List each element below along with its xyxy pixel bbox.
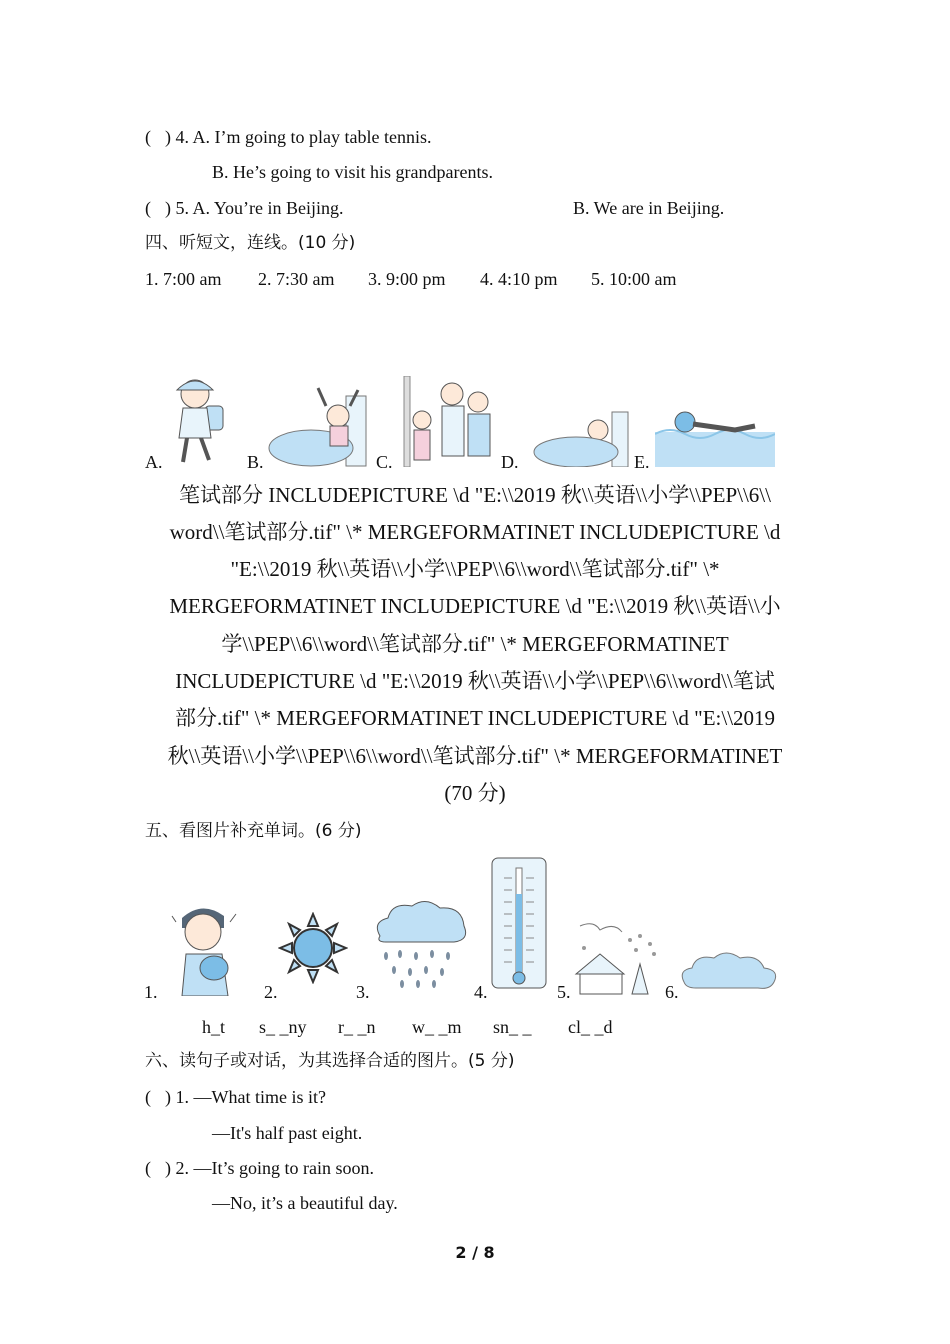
boy-sleeping-illustration: [530, 408, 630, 467]
written-score: (70 分): [444, 781, 506, 805]
s6-q1-text: 1. —What time is it?: [175, 1087, 326, 1107]
section5-title: 五、看图片补充单词。(6 分): [145, 821, 362, 841]
q4-option-b: B. He’s going to visit his grandparents.: [212, 162, 493, 182]
time-1: 1. 7:00 am: [145, 269, 222, 289]
word-blank-4: w_ _m: [412, 1017, 462, 1037]
s6-q2-reply: —No, it’s a beautiful day.: [212, 1193, 398, 1213]
word-blank-6: cl_ _d: [568, 1017, 613, 1037]
s5-label-4: 4.: [474, 982, 488, 1002]
q5-option-b: B. We are in Beijing.: [573, 198, 725, 218]
written-line-5: 学\\PEP\\6\\word\\笔试部分.tif" \* MERGEFORMATINET: [221, 632, 729, 656]
boy-swimming-illustration: [655, 404, 775, 467]
q4-line: ( ) 4. A. I’m going to play table tennis.: [145, 127, 432, 147]
written-line-1: 笔试部分 INCLUDEPICTURE \d "E:\\2019 秋\\英语\\小学\\PEP\\6\\: [179, 483, 771, 507]
snowy-house-icon: [570, 918, 660, 996]
pic-label-c: C.: [376, 452, 393, 472]
s6-q1-reply: —It's half past eight.: [212, 1123, 363, 1143]
sun-icon: [278, 912, 348, 984]
written-line-7: 部分.tif" \* MERGEFORMATINET INCLUDEPICTURE \d "E:\\2019: [174, 706, 776, 730]
s6-q2: ( ) 2. —It’s going to rain soon.: [145, 1158, 374, 1178]
page-number: 2 / 8: [455, 1243, 495, 1262]
q5-line: ( ) 5. A. You’re in Beijing.: [145, 198, 344, 218]
time-5: 5. 10:00 am: [591, 269, 677, 289]
section4-title: 四、听短文，连线。(10 分): [145, 233, 356, 253]
section6-title: 六、读句子或对话，为其选择合适的图片。(5 分): [145, 1051, 515, 1071]
time-3: 3. 9:00 pm: [368, 269, 446, 289]
written-line-3: "E:\\2019 秋\\英语\\小学\\PEP\\6\\word\\笔试部分.tif" \*: [230, 557, 720, 581]
written-line-6: INCLUDEPICTURE \d "E:\\2019 秋\\英语\\小学\\PEP\\6\\word\\笔试: [175, 669, 775, 693]
word-blank-2: s_ _ny: [259, 1017, 307, 1037]
pic-label-b: B.: [247, 452, 264, 472]
q4-text: 4. A. I’m going to play table tennis.: [175, 127, 432, 147]
hot-boy-illustration: [170, 902, 240, 996]
pic-label-a: A.: [145, 452, 163, 472]
s5-label-2: 2.: [264, 982, 278, 1002]
student-walking-illustration: [165, 372, 235, 467]
s6-q1: ( ) 1. —What time is it?: [145, 1087, 326, 1107]
girl-waking-up-illustration: [266, 376, 372, 467]
pic-label-d: D.: [501, 452, 519, 472]
q5-text: 5. A. You’re in Beijing.: [175, 198, 344, 218]
s5-label-3: 3.: [356, 982, 370, 1002]
written-line-8: 秋\\英语\\小学\\PEP\\6\\word\\笔试部分.tif" \* MERGEFORMATINET: [167, 744, 783, 768]
word-blank-1: h_t: [202, 1017, 226, 1037]
written-line-2: word\\笔试部分.tif" \* MERGEFORMATINET INCLUDEPICTURE \d: [169, 520, 781, 544]
time-4: 4. 4:10 pm: [480, 269, 558, 289]
word-blank-5: sn_ _: [493, 1017, 532, 1037]
pic-label-e: E.: [634, 452, 650, 472]
time-2: 2. 7:30 am: [258, 269, 335, 289]
s5-label-1: 1.: [144, 982, 158, 1002]
s5-label-6: 6.: [665, 982, 679, 1002]
s6-q2-text: 2. —It’s going to rain soon.: [175, 1158, 374, 1178]
family-visit-illustration: [400, 376, 495, 467]
s5-label-5: 5.: [557, 982, 571, 1002]
written-line-4: MERGEFORMATINET INCLUDEPICTURE \d "E:\\2019 秋\\英语\\小: [169, 594, 781, 618]
cloud-icon: [678, 948, 780, 992]
word-blank-3: r_ _n: [338, 1017, 376, 1037]
thermometer-icon: [490, 854, 548, 990]
rain-cloud-icon: [370, 896, 470, 988]
